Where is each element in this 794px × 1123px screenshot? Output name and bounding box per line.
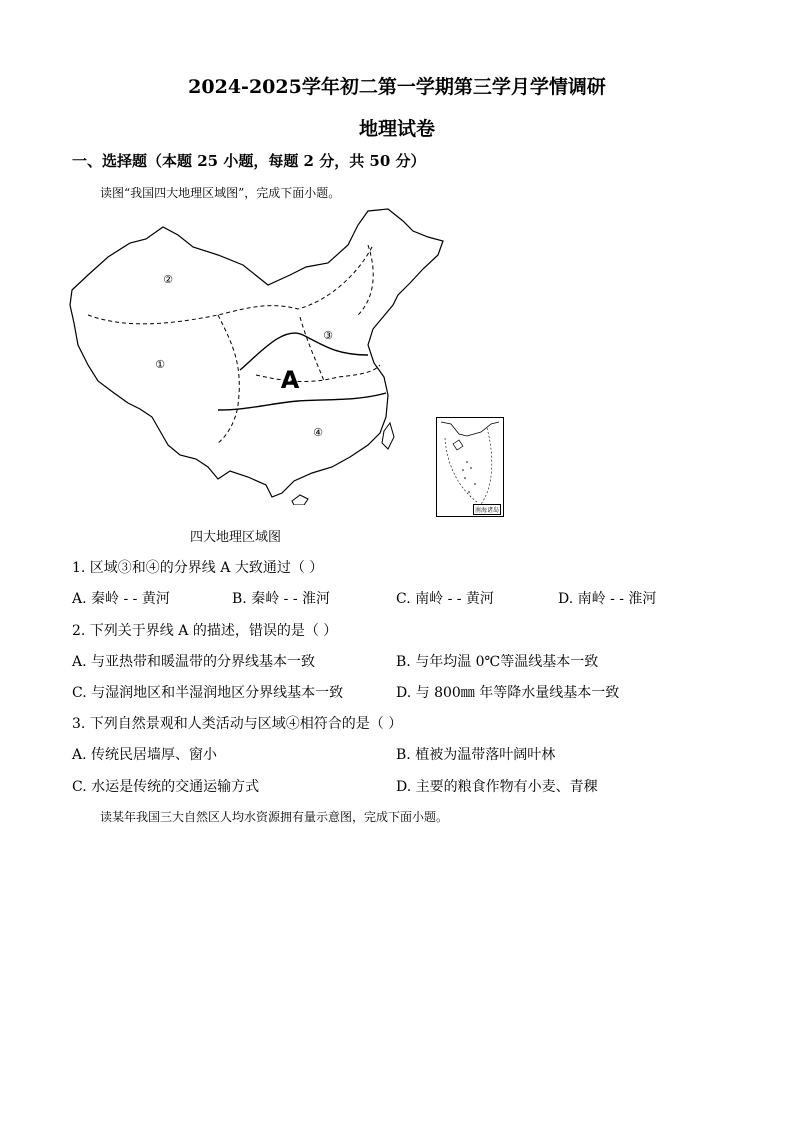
- china-regions-map: [68, 205, 448, 505]
- section-heading: 一、选择题（本题 25 小题，每题 2 分，共 50 分）: [72, 152, 426, 170]
- question-2-option-c[interactable]: C. 与湿润地区和半湿润地区分界线基本一致: [72, 685, 344, 701]
- question-1-option-a[interactable]: A. 秦岭 - - 黄河: [72, 591, 170, 607]
- river-yangtze: [218, 393, 386, 410]
- inset-dashed-line: [445, 428, 492, 504]
- question-3-option-a[interactable]: A. 传统民居墙厚、窗小: [72, 747, 218, 763]
- intro-text-1: 读图“我国四大地理区域图”，完成下面小题。: [100, 186, 341, 200]
- question-3-stem: 3. 下列自然景观和人类活动与区域④相符合的是（ ）: [72, 716, 403, 732]
- question-3-option-d[interactable]: D. 主要的粮食作物有小麦、青稞: [396, 779, 598, 795]
- question-3-option-c[interactable]: C. 水运是传统的交通运输方式: [72, 779, 260, 795]
- inset-label: 南海诸岛: [473, 504, 501, 515]
- river-yellow: [240, 333, 368, 370]
- boundary-A-label: A: [280, 366, 300, 394]
- question-2-option-b[interactable]: B. 与年均温 0℃等温线基本一致: [396, 654, 599, 670]
- question-2-option-a[interactable]: A. 与亚热带和暖温带的分界线基本一致: [72, 654, 316, 670]
- question-2-stem: 2. 下列关于界线 A 的描述，错误的是（ ）: [72, 623, 338, 639]
- question-2-option-d[interactable]: D. 与 800㎜ 年等降水量线基本一致: [396, 685, 620, 701]
- page-subtitle: 地理试卷: [358, 118, 435, 140]
- region-4-label: ④: [313, 426, 323, 439]
- question-3-option-b[interactable]: B. 植被为温带落叶阔叶林: [396, 747, 556, 763]
- boundary-northwest: [88, 245, 373, 324]
- hainan-island: [292, 495, 308, 505]
- region-2-label: ②: [163, 273, 173, 286]
- boundary-east: [358, 245, 373, 315]
- inset-hainan: [453, 440, 463, 450]
- question-1-option-d[interactable]: D. 南岭 - - 淮河: [558, 591, 657, 607]
- question-1-option-b[interactable]: B. 秦岭 - - 淮河: [232, 591, 330, 607]
- region-1-label: ①: [155, 358, 165, 371]
- boundary-line-A: [256, 365, 380, 381]
- question-1-option-c[interactable]: C. 南岭 - - 黄河: [396, 591, 494, 607]
- boundary-tibet: [218, 315, 239, 443]
- map-caption: 四大地理区域图: [190, 530, 282, 545]
- page-title: 2024-2025学年初二第一学期第三学月学情调研: [188, 76, 606, 98]
- question-1-stem: 1. 区域③和④的分界线 A 大致通过（ ）: [72, 560, 324, 576]
- intro-text-2: 读某年我国三大自然区人均水资源拥有量示意图，完成下面小题。: [100, 810, 449, 824]
- inset-coastline: [441, 422, 499, 436]
- taiwan-island: [382, 423, 394, 449]
- boundary-north: [300, 317, 324, 381]
- region-3-label: ③: [323, 329, 333, 342]
- china-outline: [70, 209, 443, 497]
- south-china-sea-inset: [436, 417, 504, 517]
